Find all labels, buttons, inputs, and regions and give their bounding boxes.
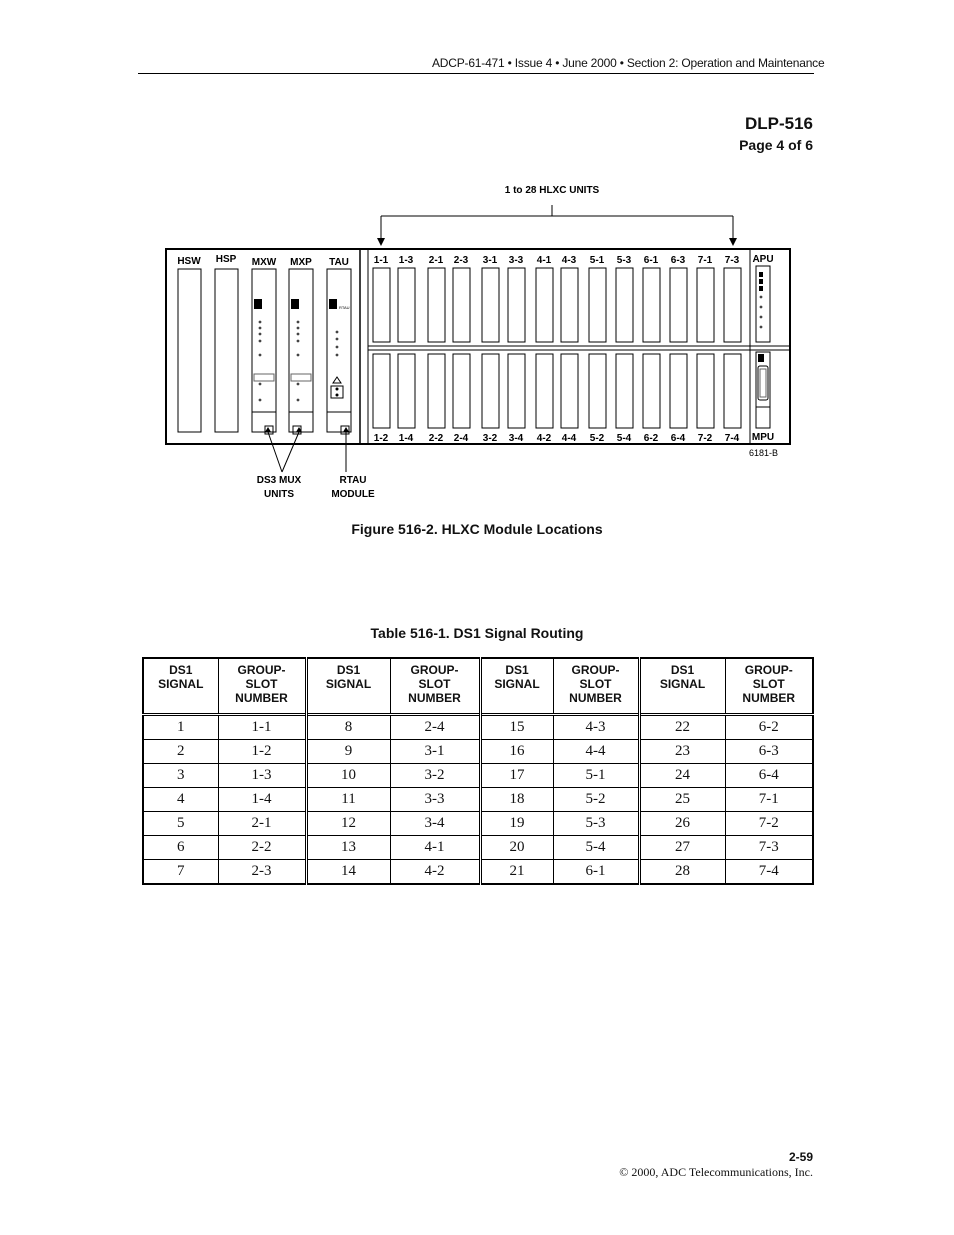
header-group-slot-number <box>725 658 813 715</box>
module-mpu <box>756 352 770 428</box>
table-row <box>143 715 813 740</box>
slot-label-mxp: MXP <box>290 257 312 268</box>
table-row <box>143 860 813 885</box>
header-text: NUMBER <box>408 691 461 705</box>
cell-group-slot: 2-2 <box>218 836 306 860</box>
hlxc-slot-top <box>697 268 714 342</box>
cell-ds1-signal: 26 <box>639 812 725 836</box>
module-mxw <box>252 269 276 434</box>
header-ds1-signal <box>306 658 390 715</box>
hlxc-slot-bottom <box>536 354 553 428</box>
cell-ds1-signal: 16 <box>480 740 553 764</box>
hlxc-slot-bottom <box>482 354 499 428</box>
hlxc-slot-label-bottom: 3-4 <box>508 433 524 444</box>
header-text: NUMBER <box>742 691 796 705</box>
rtau-label: RTAU <box>339 305 350 310</box>
header-text: SIGNAL <box>325 677 372 691</box>
cell-ds1-signal: 2 <box>143 740 218 764</box>
header-text: NUMBER <box>569 691 622 705</box>
hlxc-slot-label-top: 7-1 <box>697 255 713 266</box>
header-text: GROUP- <box>744 663 793 677</box>
cell-ds1-signal: 13 <box>306 836 390 860</box>
header-text: DS1 <box>505 663 529 677</box>
warning-icon <box>333 377 341 383</box>
callout-rtau: RTAU <box>339 475 367 486</box>
module-mxp <box>289 269 313 434</box>
ds3-callout-lines <box>268 432 346 472</box>
hlxc-slot-bottom <box>589 354 606 428</box>
hlxc-slot-top <box>373 268 390 342</box>
hlxc-slot-bottom <box>724 354 741 428</box>
hlxc-slot-label-bottom: 2-4 <box>453 433 469 444</box>
table-caption: Table 516-1. DS1 Signal Routing <box>370 625 584 641</box>
header-text: SIGNAL <box>158 677 204 691</box>
cell-group-slot: 5-3 <box>553 812 639 836</box>
slot-label-hsp: HSP <box>215 254 237 265</box>
hlxc-slot-label-top: 5-3 <box>616 255 632 266</box>
hlxc-slot-label-bottom: 7-2 <box>697 433 713 444</box>
header-text: GROUP- <box>571 663 620 677</box>
hlxc-module-diagram <box>0 0 954 520</box>
hlxc-slot-bottom <box>670 354 687 428</box>
hlxc-slot-top <box>536 268 553 342</box>
module-hsp <box>215 269 238 432</box>
hlxc-slot-label-top: 4-1 <box>536 255 552 266</box>
callout-rtau-module: MODULE <box>331 489 375 500</box>
header-text: SIGNAL <box>659 677 706 691</box>
hlxc-slot-bottom <box>643 354 660 428</box>
hlxc-slot-top <box>453 268 470 342</box>
hlxc-slot-label-top: 1-1 <box>373 255 389 266</box>
drawing-id: 6181-B <box>748 448 778 458</box>
module-hsw <box>178 269 201 432</box>
cell-ds1-signal: 17 <box>480 764 553 788</box>
header-ds1-signal <box>639 658 725 715</box>
hlxc-slot-label-top: 2-1 <box>428 255 444 266</box>
hlxc-slot-label-bottom: 3-2 <box>482 433 498 444</box>
cell-group-slot: 6-2 <box>725 715 813 740</box>
hlxc-slot-bottom <box>616 354 633 428</box>
header-text: DS1 <box>169 663 193 677</box>
cell-ds1-signal: 21 <box>480 860 553 885</box>
apu-label: APU <box>752 254 774 265</box>
callout-hlxc-units: 1 to 28 HLXC UNITS <box>504 185 600 196</box>
hlxc-slot-bottom <box>453 354 470 428</box>
cell-ds1-signal: 3 <box>143 764 218 788</box>
ds1-routing-table <box>142 657 814 885</box>
cell-group-slot: 5-2 <box>553 788 639 812</box>
hlxc-slot-label-top: 6-3 <box>670 255 686 266</box>
hlxc-slot-bottom <box>398 354 415 428</box>
hlxc-slot-label-bottom: 4-4 <box>561 433 577 444</box>
hlxc-slot-bottom <box>373 354 390 428</box>
module-apu <box>756 266 770 342</box>
cell-group-slot: 6-3 <box>725 740 813 764</box>
cell-ds1-signal: 11 <box>306 788 390 812</box>
hlxc-slot-bottom <box>428 354 445 428</box>
hlxc-slot-bottom <box>561 354 578 428</box>
module-tau <box>327 269 351 434</box>
cell-ds1-signal: 19 <box>480 812 553 836</box>
cell-group-slot: 3-4 <box>390 812 480 836</box>
cell-ds1-signal: 7 <box>143 860 218 885</box>
cell-group-slot: 1-2 <box>218 740 306 764</box>
header-text: GROUP- <box>237 663 286 677</box>
header-text: GROUP- <box>410 663 459 677</box>
callout-ds3-units: UNITS <box>264 489 294 500</box>
cell-ds1-signal: 5 <box>143 812 218 836</box>
cell-ds1-signal: 24 <box>639 764 725 788</box>
cell-ds1-signal: 23 <box>639 740 725 764</box>
cell-group-slot: 4-3 <box>553 715 639 740</box>
cell-group-slot: 2-3 <box>218 860 306 885</box>
cell-group-slot: 1-4 <box>218 788 306 812</box>
cell-group-slot: 7-3 <box>725 836 813 860</box>
cell-ds1-signal: 8 <box>306 715 390 740</box>
cell-ds1-signal: 4 <box>143 788 218 812</box>
header-group-slot-number <box>218 658 306 715</box>
callout-ds3-mux: DS3 MUX <box>256 475 302 486</box>
cell-group-slot: 5-1 <box>553 764 639 788</box>
callout-bracket <box>381 205 733 240</box>
hlxc-slot-label-bottom: 1-4 <box>398 433 414 444</box>
table-header-row <box>143 658 813 715</box>
table-row <box>143 788 813 812</box>
hlxc-slot-top <box>508 268 525 342</box>
header-ds1-signal <box>143 658 218 715</box>
cell-group-slot: 6-1 <box>553 860 639 885</box>
header-text: SIGNAL <box>494 677 540 691</box>
hlxc-slot-label-top: 3-1 <box>482 255 498 266</box>
cell-ds1-signal: 25 <box>639 788 725 812</box>
table-body <box>143 715 813 885</box>
cell-group-slot: 2-4 <box>390 715 480 740</box>
header-text: NUMBER <box>235 691 288 705</box>
cell-ds1-signal: 22 <box>639 715 725 740</box>
arrow-right <box>729 238 737 246</box>
hlxc-slot-label-bottom: 4-2 <box>536 433 552 444</box>
header-text: SLOT <box>245 677 278 691</box>
hlxc-slot-top <box>643 268 660 342</box>
cell-ds1-signal: 14 <box>306 860 390 885</box>
cell-ds1-signal: 28 <box>639 860 725 885</box>
hlxc-slot-top <box>428 268 445 342</box>
hlxc-slot-label-bottom: 1-2 <box>373 433 389 444</box>
running-head: ADCP-61-471 • Issue 4 • June 2000 • Section 2: Operation and Maintenance <box>432 56 825 70</box>
hlxc-slot-label-top: 6-1 <box>643 255 659 266</box>
hlxc-slot-label-bottom: 6-2 <box>643 433 659 444</box>
arrow-left <box>377 238 385 246</box>
cell-group-slot: 4-1 <box>390 836 480 860</box>
slot-label-mxw: MXW <box>251 257 277 268</box>
hlxc-slot-label-top: 5-1 <box>589 255 605 266</box>
cell-group-slot: 3-2 <box>390 764 480 788</box>
hlxc-slot-top <box>482 268 499 342</box>
cell-ds1-signal: 18 <box>480 788 553 812</box>
hlxc-slot-label-top: 3-3 <box>508 255 524 266</box>
copyright: © 2000, ADC Telecommunications, Inc. <box>619 1165 813 1179</box>
table-row <box>143 764 813 788</box>
header-ds1-signal <box>480 658 553 715</box>
cell-group-slot: 4-4 <box>553 740 639 764</box>
table-row <box>143 740 813 764</box>
hlxc-slot-bottom <box>697 354 714 428</box>
cell-group-slot: 3-3 <box>390 788 480 812</box>
page-number: 2-59 <box>788 1150 813 1164</box>
hlxc-slot-label-bottom: 5-2 <box>589 433 605 444</box>
hlxc-slot-label-top: 1-3 <box>398 255 414 266</box>
slot-label-hsw: HSW <box>177 256 201 267</box>
slot-label-tau: TAU <box>329 257 349 268</box>
hlxc-slot-top <box>589 268 606 342</box>
cell-group-slot: 4-2 <box>390 860 480 885</box>
header-group-slot-number <box>553 658 639 715</box>
header-text: DS1 <box>336 663 361 677</box>
header-text: DS1 <box>670 663 695 677</box>
hlxc-slot-top <box>616 268 633 342</box>
cell-ds1-signal: 10 <box>306 764 390 788</box>
cell-ds1-signal: 9 <box>306 740 390 764</box>
cell-ds1-signal: 20 <box>480 836 553 860</box>
page-indicator: Page 4 of 6 <box>739 137 813 153</box>
cell-ds1-signal: 12 <box>306 812 390 836</box>
cell-ds1-signal: 6 <box>143 836 218 860</box>
header-group-slot-number <box>390 658 480 715</box>
hlxc-slot-label-bottom: 5-4 <box>616 433 632 444</box>
table-row <box>143 812 813 836</box>
cell-group-slot: 3-1 <box>390 740 480 764</box>
hlxc-slot-label-top: 2-3 <box>453 255 469 266</box>
hlxc-slot-bottom <box>508 354 525 428</box>
hlxc-slot-top <box>670 268 687 342</box>
header-text: SLOT <box>579 677 612 691</box>
hlxc-slot-label-bottom: 7-4 <box>724 433 740 444</box>
cell-group-slot: 5-4 <box>553 836 639 860</box>
table-row <box>143 836 813 860</box>
hlxc-slot-label-bottom: 6-4 <box>670 433 686 444</box>
hlxc-slot-label-bottom: 2-2 <box>428 433 444 444</box>
hlxc-slot-label-top: 4-3 <box>561 255 577 266</box>
cell-group-slot: 2-1 <box>218 812 306 836</box>
figure-caption: Figure 516-2. HLXC Module Locations <box>351 521 603 537</box>
cell-group-slot: 7-1 <box>725 788 813 812</box>
header-text: SLOT <box>752 677 785 691</box>
cell-ds1-signal: 1 <box>143 715 218 740</box>
header-text: SLOT <box>418 677 451 691</box>
mpu-label: MPU <box>751 432 775 443</box>
hlxc-slot-top <box>561 268 578 342</box>
hlxc-slot-top <box>398 268 415 342</box>
hlxc-slot-label-top: 7-3 <box>724 255 740 266</box>
cell-group-slot: 1-3 <box>218 764 306 788</box>
cell-ds1-signal: 15 <box>480 715 553 740</box>
cell-group-slot: 7-2 <box>725 812 813 836</box>
cell-group-slot: 1-1 <box>218 715 306 740</box>
cell-group-slot: 6-4 <box>725 764 813 788</box>
procedure-title: DLP-516 <box>744 114 813 133</box>
cell-group-slot: 7-4 <box>725 860 813 885</box>
hlxc-slot-top <box>724 268 741 342</box>
cell-ds1-signal: 27 <box>639 836 725 860</box>
